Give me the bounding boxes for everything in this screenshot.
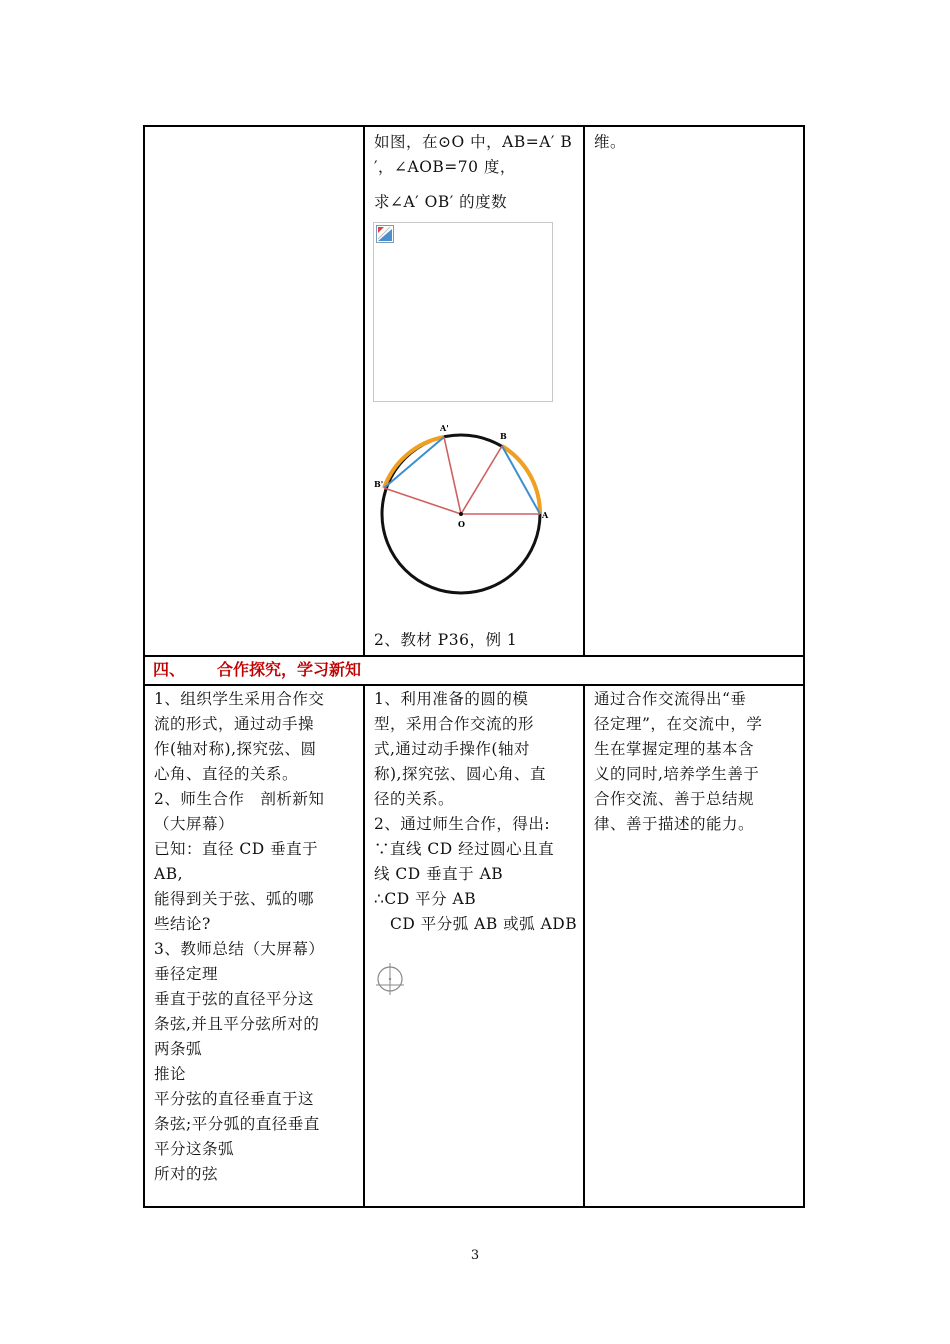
left-line: 推论 — [154, 1065, 187, 1083]
radius-ob-prime — [384, 488, 461, 514]
mid-line: 径的关系。 — [374, 790, 455, 808]
top-right-cell — [594, 130, 799, 155]
left-line: AB, — [154, 865, 184, 883]
label-b: B — [500, 431, 507, 441]
left-line: 条弦;平分弧的直径垂直 — [154, 1115, 320, 1133]
right-line: 义的同时,培养学生善于 — [594, 765, 760, 783]
col-divider-4 — [583, 684, 585, 1206]
col-divider-1 — [363, 127, 365, 655]
right-line: 径定理”，在交流中，学 — [594, 715, 763, 733]
mid-line: ∵直线 CD 经过圆心且直 — [374, 840, 555, 858]
left-line: 已知：直径 CD 垂直于 — [154, 840, 319, 858]
right-line: 生在掌握定理的基本含 — [594, 740, 755, 758]
image-placeholder — [373, 222, 553, 402]
label-b-prime: B' — [374, 479, 384, 489]
label-a-prime: A' — [440, 423, 449, 433]
left-line: 1、组织学生采用合作交 — [154, 690, 325, 708]
problem-line-1: 如图，在⊙O 中，AB=A′ B — [374, 133, 573, 151]
left-line: 平分这条弧 — [154, 1140, 235, 1158]
textbook-ref — [374, 628, 578, 653]
mid-line: 型，采用合作交流的形 — [374, 715, 535, 733]
left-line: 平分弦的直径垂直于这 — [154, 1090, 315, 1108]
left-line: 垂直于弦的直径平分这 — [154, 990, 315, 1008]
mid-line: 2、通过师生合作，得出: — [374, 815, 551, 833]
point-o — [459, 512, 463, 516]
left-line: 能得到关于弦、弧的哪 — [154, 890, 315, 908]
left-line: 两条弧 — [154, 1040, 203, 1058]
mid-line: 称),探究弦、圆心角、直 — [374, 765, 546, 783]
mid-line: ∴CD 平分 AB — [374, 890, 477, 908]
bottom-right-cell — [594, 687, 799, 837]
right-line: 通过合作交流得出“垂 — [594, 690, 747, 708]
problem-line-3: 求∠A′ OB′ 的度数 — [374, 193, 508, 211]
left-line: 些结论? — [154, 915, 211, 933]
left-line: 垂径定理 — [154, 965, 219, 983]
top-mid-cell — [374, 130, 578, 215]
left-line: 3、教师总结（大屏幕） — [154, 940, 325, 958]
bottom-mid-cell — [374, 687, 579, 937]
section-number: 四、 — [153, 660, 186, 679]
section-title: 合作探究，学习新知 — [217, 660, 362, 679]
left-line: 心角、直径的关系。 — [154, 765, 299, 783]
bottom-left-cell — [154, 687, 359, 1187]
radius-ob — [461, 446, 502, 514]
mid-line: 式,通过动手操作(轴对 — [374, 740, 530, 758]
broken-image-icon — [376, 225, 394, 243]
label-a: A — [542, 510, 549, 520]
page-number: 3 — [470, 1248, 480, 1263]
left-line: 所对的弦 — [154, 1165, 219, 1183]
circle-diagram — [374, 421, 550, 597]
left-line: 条弦,并且平分弦所对的 — [154, 1015, 320, 1033]
mid-line: CD 平分弧 AB 或弧 ADB — [374, 915, 578, 933]
section-heading — [153, 657, 361, 683]
problem-line-2: ′，∠AOB=70 度， — [374, 158, 516, 176]
mid-line: 1、利用准备的圆的模 — [374, 690, 529, 708]
right-line: 律、善于描述的能力。 — [594, 815, 755, 833]
row-divider-2 — [145, 684, 803, 686]
col-divider-3 — [363, 684, 365, 1206]
perpendicular-diameter-figure — [372, 961, 408, 997]
top-right-text: 维。 — [594, 133, 627, 151]
mid-line: 线 CD 垂直于 AB — [374, 865, 504, 883]
left-line: （大屏幕） — [154, 815, 235, 833]
lesson-table — [143, 125, 805, 1208]
left-line: 作(轴对称),探究弦、圆 — [154, 740, 317, 758]
textbook-ref-text: 2、教材 P36，例 1 — [374, 631, 518, 649]
right-line: 合作交流、善于总结规 — [594, 790, 755, 808]
chord-a-prime-b-prime — [384, 437, 444, 488]
label-o: O — [458, 519, 465, 529]
col-divider-2 — [583, 127, 585, 655]
left-line: 流的形式，通过动手操 — [154, 715, 315, 733]
left-line: 2、师生合作 剖析新知 — [154, 790, 325, 808]
radius-oa-prime — [444, 437, 461, 514]
